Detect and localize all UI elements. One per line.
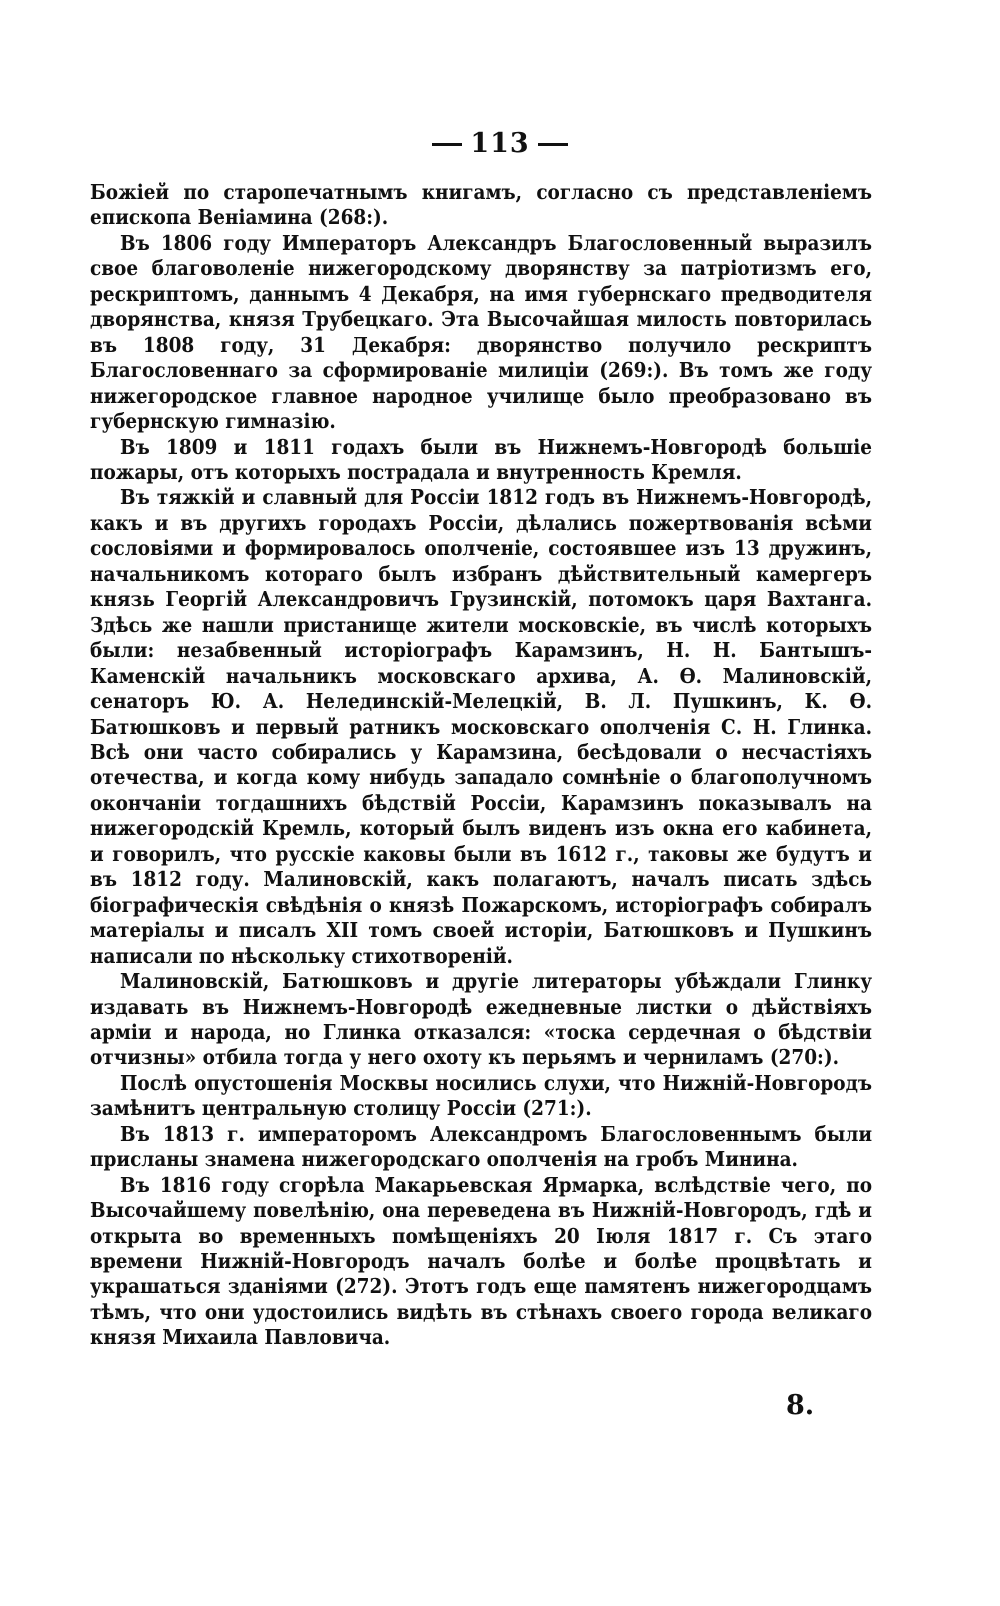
paragraph-1809-fires: Въ 1809 и 1811 годахъ были въ Нижнемъ-Новгородѣ большіе пожары, отъ которыхъ пострадала и внутренность Кремля. bbox=[90, 434, 872, 484]
paragraph-continuation: Божіей по старопечатнымъ книгамъ, согласно съ представленіемъ епископа Веніамина (268:). bbox=[90, 180, 872, 230]
paragraph-glinka: Малиновскій, Батюшковъ и другіе литераторы убѣждали Глинку издавать въ Нижнемъ-Новгородѣ ежедневные листки о дѣйствіяхъ арміи и народа, но Глинка отказался: «тоска сердечная о бѣдствіи отчизны» отбила тогда у него охоту къ перьямъ и черниламъ (270:). bbox=[90, 969, 872, 1070]
paragraph-1813: Въ 1813 г. императоромъ Александромъ Благословеннымъ были присланы знамена нижегородскаго ополченія на гробъ Минина. bbox=[90, 1121, 872, 1172]
paragraph-1806: Въ 1806 году Императоръ Александръ Благословенный выразилъ свое благоволеніе нижегородскому дворянству за патріотизмъ его, рескриптомъ, даннымъ 4 Декабря, на имя губернскаго предводителя дворянства, князя Трубецкаго. Эта Высочайшая милость повторилась въ 1808 году, 31 Декабря: дворянство получило рескриптъ Благословеннаго за сформированіе милиціи (269:). Въ томъ же году нижегородское главное народное училище было преобразовано въ губернскую гимназію. bbox=[90, 230, 872, 434]
paragraph-moscow-rumors: Послѣ опустошенія Москвы носились слухи, что Нижній-Новгородъ замѣнитъ центральную столицу Россіи (271:). bbox=[90, 1070, 872, 1121]
page-header bbox=[0, 128, 1000, 159]
header-dash-left bbox=[432, 143, 462, 146]
paragraph-1816-fair: Въ 1816 году сгорѣла Макарьевская Ярмарка, вслѣдствіе чего, по Высочайшему повелѣнію, она переведена въ Нижній-Новгородъ, гдѣ и открыта во временныхъ помѣщеніяхъ 20 Іюля 1817 г. Съ этаго времени Нижній-Новгородъ началъ болѣе и болѣе процвѣтать и украшаться зданіями (272). Этотъ годъ еще памятенъ нижегородцамъ тѣмъ, что они удостоились видѣть въ стѣнахъ своего города великаго князя Михаила Павловича. bbox=[90, 1172, 872, 1350]
header-dash-right bbox=[538, 143, 568, 146]
page-number: 113 bbox=[470, 128, 530, 159]
paragraph-1812: Въ тяжкій и славный для Россіи 1812 годъ въ Нижнемъ-Новгородѣ, какъ и въ другихъ городахъ Россіи, дѣлались пожертвованія всѣми сословіями и формировалось ополченіе, состоявшее изъ 13 дружинъ, начальникомъ котораго былъ избранъ дѣйствительный камергеръ князь Георгій Александровичъ Грузинскій, потомокъ царя Вахтанга. Здѣсь же нашли пристанище жители московскіе, въ числѣ которыхъ были: незабвенный исторіографъ Карамзинъ, Н. Н. Бантышъ-Каменскій начальникъ московскаго архива, А. Ѳ. Малиновскій, сенаторъ Ю. А. Нелединскій-Мелецкій, В. Л. Пушкинъ, К. Ѳ. Батюшковъ и первый ратникъ московскаго ополченія С. Н. Глинка. Всѣ они часто собирались у Карамзина, бесѣдовали о несчастіяхъ отечества, и когда кому нибудь западало сомнѣніе о благополучномъ окончаніи тогдашнихъ бѣдствій Россіи, Карамзинъ показывалъ на нижегородскій Кремль, который былъ виденъ изъ окна его кабинета, и говорилъ, что русскіе каковы были въ 1612 г., таковы же будутъ и въ 1812 году. Малиновскій, какъ полагаютъ, началъ писать здѣсь біографическія свѣдѣнія о князѣ Пожарскомъ, исторіографъ собиралъ матеріалы и писалъ XII томъ своей исторіи, Батюшковъ и Пушкинъ написали по нѣскольку стихотвореній. bbox=[90, 485, 872, 968]
page-body bbox=[90, 180, 872, 1351]
printer-signature-mark: 8. bbox=[786, 1390, 815, 1421]
